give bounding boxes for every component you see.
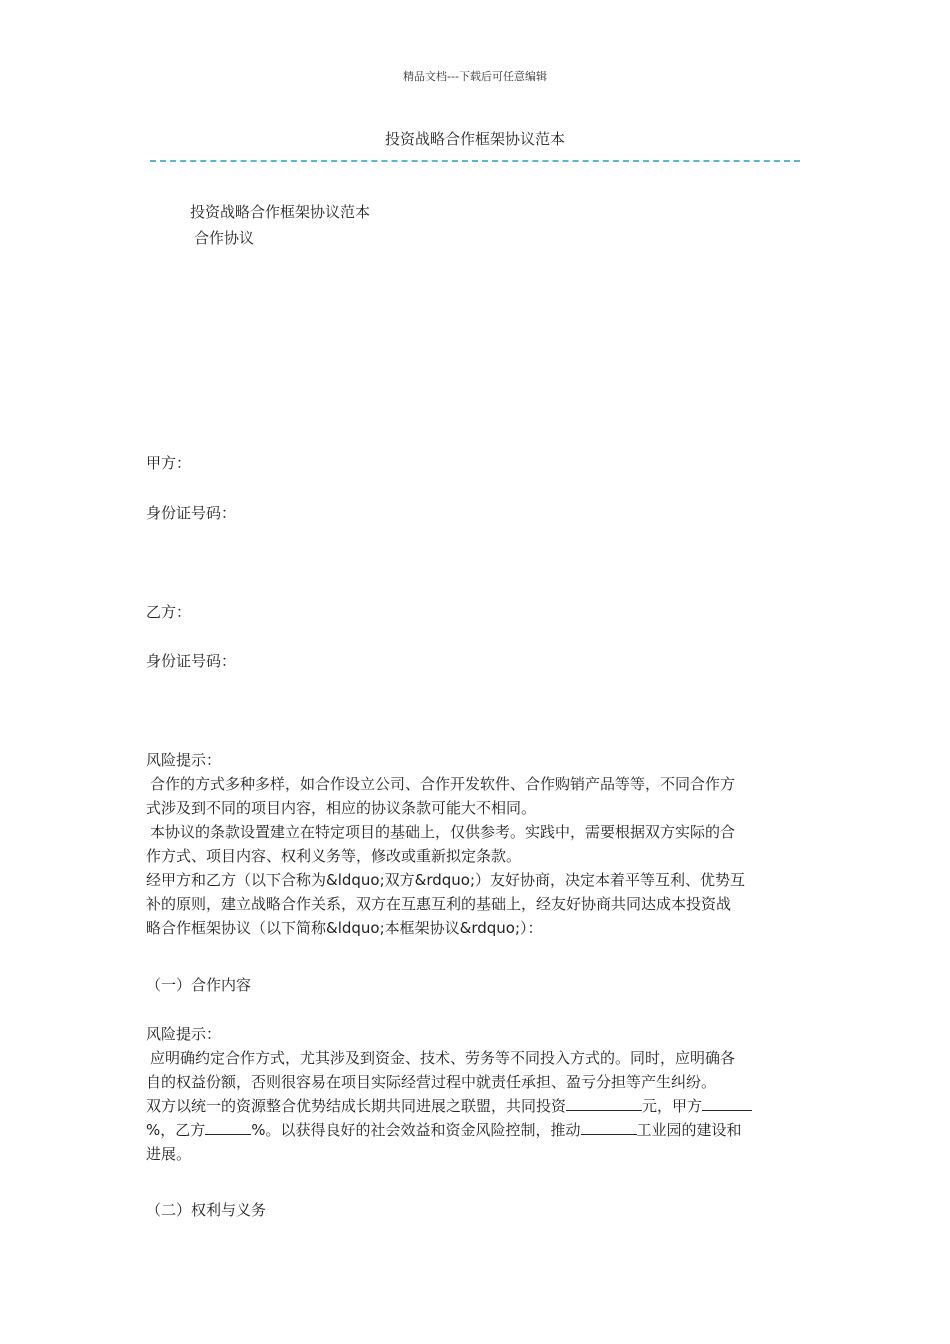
text-fragment: %。以获得良好的社会效益和资金风险控制，推动: [251, 1121, 581, 1139]
risk-notice-1: [146, 748, 808, 940]
paragraph-line: 本协议的条款设置建立在特定项目的基础上，仅供参考。实践中，需要根据双方实际的合: [150, 823, 736, 841]
text-fragment: 工业园的建设和: [636, 1121, 742, 1139]
text-fragment: %，乙方: [146, 1121, 206, 1139]
paragraph-line: [146, 1118, 808, 1142]
section-1-title: （一）合作内容: [146, 976, 252, 994]
paragraph-line: 经甲方和乙方（以下合称为&ldquo;双方&rdquo;）友好协商，决定本着平等互利、优势互: [146, 871, 746, 889]
fill-in-blank[interactable]: [566, 1096, 642, 1111]
paragraph-line: 式涉及到不同的项目内容，相应的协议条款可能大不相同。: [146, 799, 537, 817]
paragraph-line: 补的原则，建立战略合作关系，双方在互惠互利的基础上，经友好协商共同达成本投资战: [146, 895, 732, 913]
paragraph-line: 进展。: [146, 1145, 192, 1163]
title-divider: [150, 160, 800, 162]
intro-subtitle: 合作协议: [194, 229, 255, 247]
risk-notice-2-title: 风险提示：: [146, 1025, 222, 1043]
paragraph-line: [146, 1094, 808, 1118]
header-note: 精品文档---下载后可任意编辑: [403, 70, 547, 83]
text-fragment: 元，甲方: [642, 1097, 703, 1115]
risk-notice-2: [146, 1022, 808, 1166]
party-b-label: 乙方：: [146, 603, 192, 621]
text-fragment: 双方以统一的资源整合优势结成长期共同进展之联盟，共同投资: [146, 1097, 567, 1115]
fill-in-blank[interactable]: [702, 1096, 752, 1111]
paragraph-line: 作方式、项目内容、权利义务等，修改或重新拟定条款。: [146, 847, 522, 865]
document-title: 投资战略合作框架协议范本: [384, 130, 565, 148]
party-a-id-label: 身份证号码：: [146, 504, 237, 522]
paragraph-line: 自的权益份额，否则很容易在项目实际经营过程中就责任承担、盈亏分担等产生纠纷。: [146, 1073, 717, 1091]
party-b-id-label: 身份证号码：: [146, 652, 237, 670]
intro-title: 投资战略合作框架协议范本: [190, 203, 371, 221]
paragraph-line: 应明确约定合作方式，尤其涉及到资金、技术、劳务等不同投入方式的。同时，应明确各: [150, 1049, 736, 1067]
paragraph-line: 合作的方式多种多样，如合作设立公司、合作开发软件、合作购销产品等等，不同合作方: [150, 775, 736, 793]
section-2-title: （二）权利与义务: [146, 1201, 267, 1219]
fill-in-blank[interactable]: [581, 1120, 637, 1135]
risk-notice-1-title: 风险提示：: [146, 751, 222, 769]
paragraph-line: 略合作框架协议（以下简称&ldquo;本框架协议&rdquo;）：: [146, 919, 543, 937]
fill-in-blank[interactable]: [205, 1120, 251, 1135]
party-a-label: 甲方：: [146, 454, 192, 472]
